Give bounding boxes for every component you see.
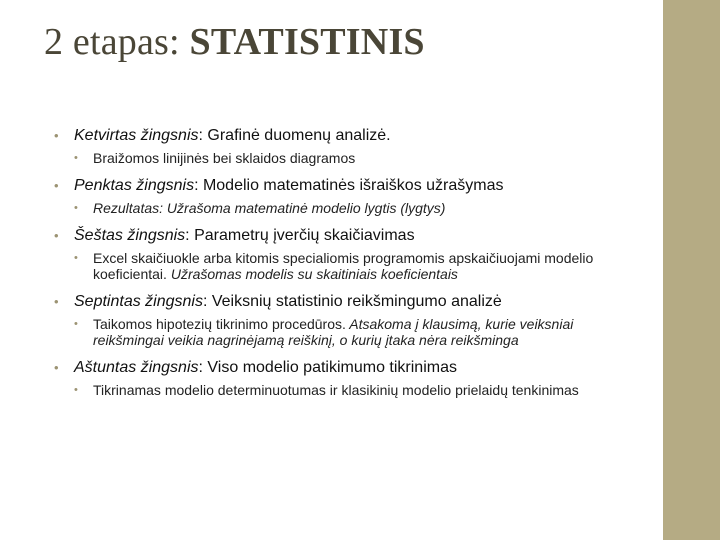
bullet-group <box>54 358 644 398</box>
bullet-group <box>54 176 644 216</box>
sub-text: Excel skaičiuokle arba kitomis specialiomis programomis apskaičiuojami modelio koeficientai. <box>93 250 594 282</box>
sub-text-italic: Rezultatas: Užrašoma matematinė modelio lygtis (lygtys) <box>93 200 446 216</box>
title-bold: STATISTINIS <box>189 21 425 63</box>
sub-text: Braižomos linijinės bei sklaidos diagramos <box>93 150 356 166</box>
sub-bullet-item <box>74 316 644 348</box>
bullet-dot-icon: • <box>74 318 78 330</box>
bullet-dot-icon: • <box>54 178 59 193</box>
step-sep: : <box>202 293 212 310</box>
step-term: Penktas žingsnis <box>74 177 195 194</box>
sub-text: Tikrinamas modelio determinuotumas ir klasikinių modelio prielaidų tenkinimas <box>93 382 579 398</box>
bullet-list <box>54 126 644 408</box>
bullet-item <box>54 292 644 312</box>
step-description: Grafinė duomenų analizė. <box>207 127 391 144</box>
sub-text-italic: Atsakoma į klausimą, kurie veiksniai reikšmingai veikia nagrinėjamą reiškinį, o kurių įtaka nėra reikšminga <box>93 316 574 348</box>
step-term: Septintas žingsnis <box>74 293 203 310</box>
bullet-dot-icon: • <box>74 152 78 164</box>
bullet-group <box>54 292 644 348</box>
bullet-item <box>54 226 644 246</box>
step-sep: : <box>185 227 195 244</box>
step-description: Parametrų įverčių skaičiavimas <box>194 227 415 244</box>
sub-text: Taikomos hipotezių tikrinimo procedūros. <box>93 316 346 332</box>
bullet-item <box>54 126 644 146</box>
sub-bullet-item <box>74 150 644 166</box>
bullet-dot-icon: • <box>74 384 78 396</box>
step-term: Šeštas žingsnis <box>74 227 186 244</box>
bullet-item <box>54 358 644 378</box>
step-sep: : <box>198 127 208 144</box>
step-term: Ketvirtas žingsnis <box>74 127 199 144</box>
sub-text-italic: Užrašomas modelis su skaitiniais koeficientais <box>166 266 458 282</box>
step-description: Veiksnių statistinio reikšmingumo analizė <box>211 293 502 310</box>
bullet-dot-icon: • <box>74 202 78 214</box>
step-sep: : <box>198 359 208 376</box>
slide-title <box>44 14 425 70</box>
step-sep: : <box>194 177 203 194</box>
step-description: Viso modelio patikimumo tikrinimas <box>207 359 457 376</box>
bullet-dot-icon: • <box>54 294 59 309</box>
step-description: Modelio matematinės išraiškos užrašymas <box>202 177 504 194</box>
bullet-group <box>54 126 644 166</box>
bullet-dot-icon: • <box>54 128 59 143</box>
bullet-item <box>54 176 644 196</box>
step-term: Aštuntas žingsnis <box>74 359 199 376</box>
right-accent-bar <box>663 0 720 540</box>
bullet-dot-icon: • <box>74 252 78 264</box>
sub-bullet-item <box>74 250 644 282</box>
title-plain: 2 etapas: <box>44 21 190 63</box>
sub-bullet-item <box>74 200 644 216</box>
accent-divider <box>661 0 663 540</box>
bullet-group <box>54 226 644 282</box>
sub-bullet-item <box>74 382 644 398</box>
bullet-dot-icon: • <box>54 360 59 375</box>
bullet-dot-icon: • <box>54 228 59 243</box>
